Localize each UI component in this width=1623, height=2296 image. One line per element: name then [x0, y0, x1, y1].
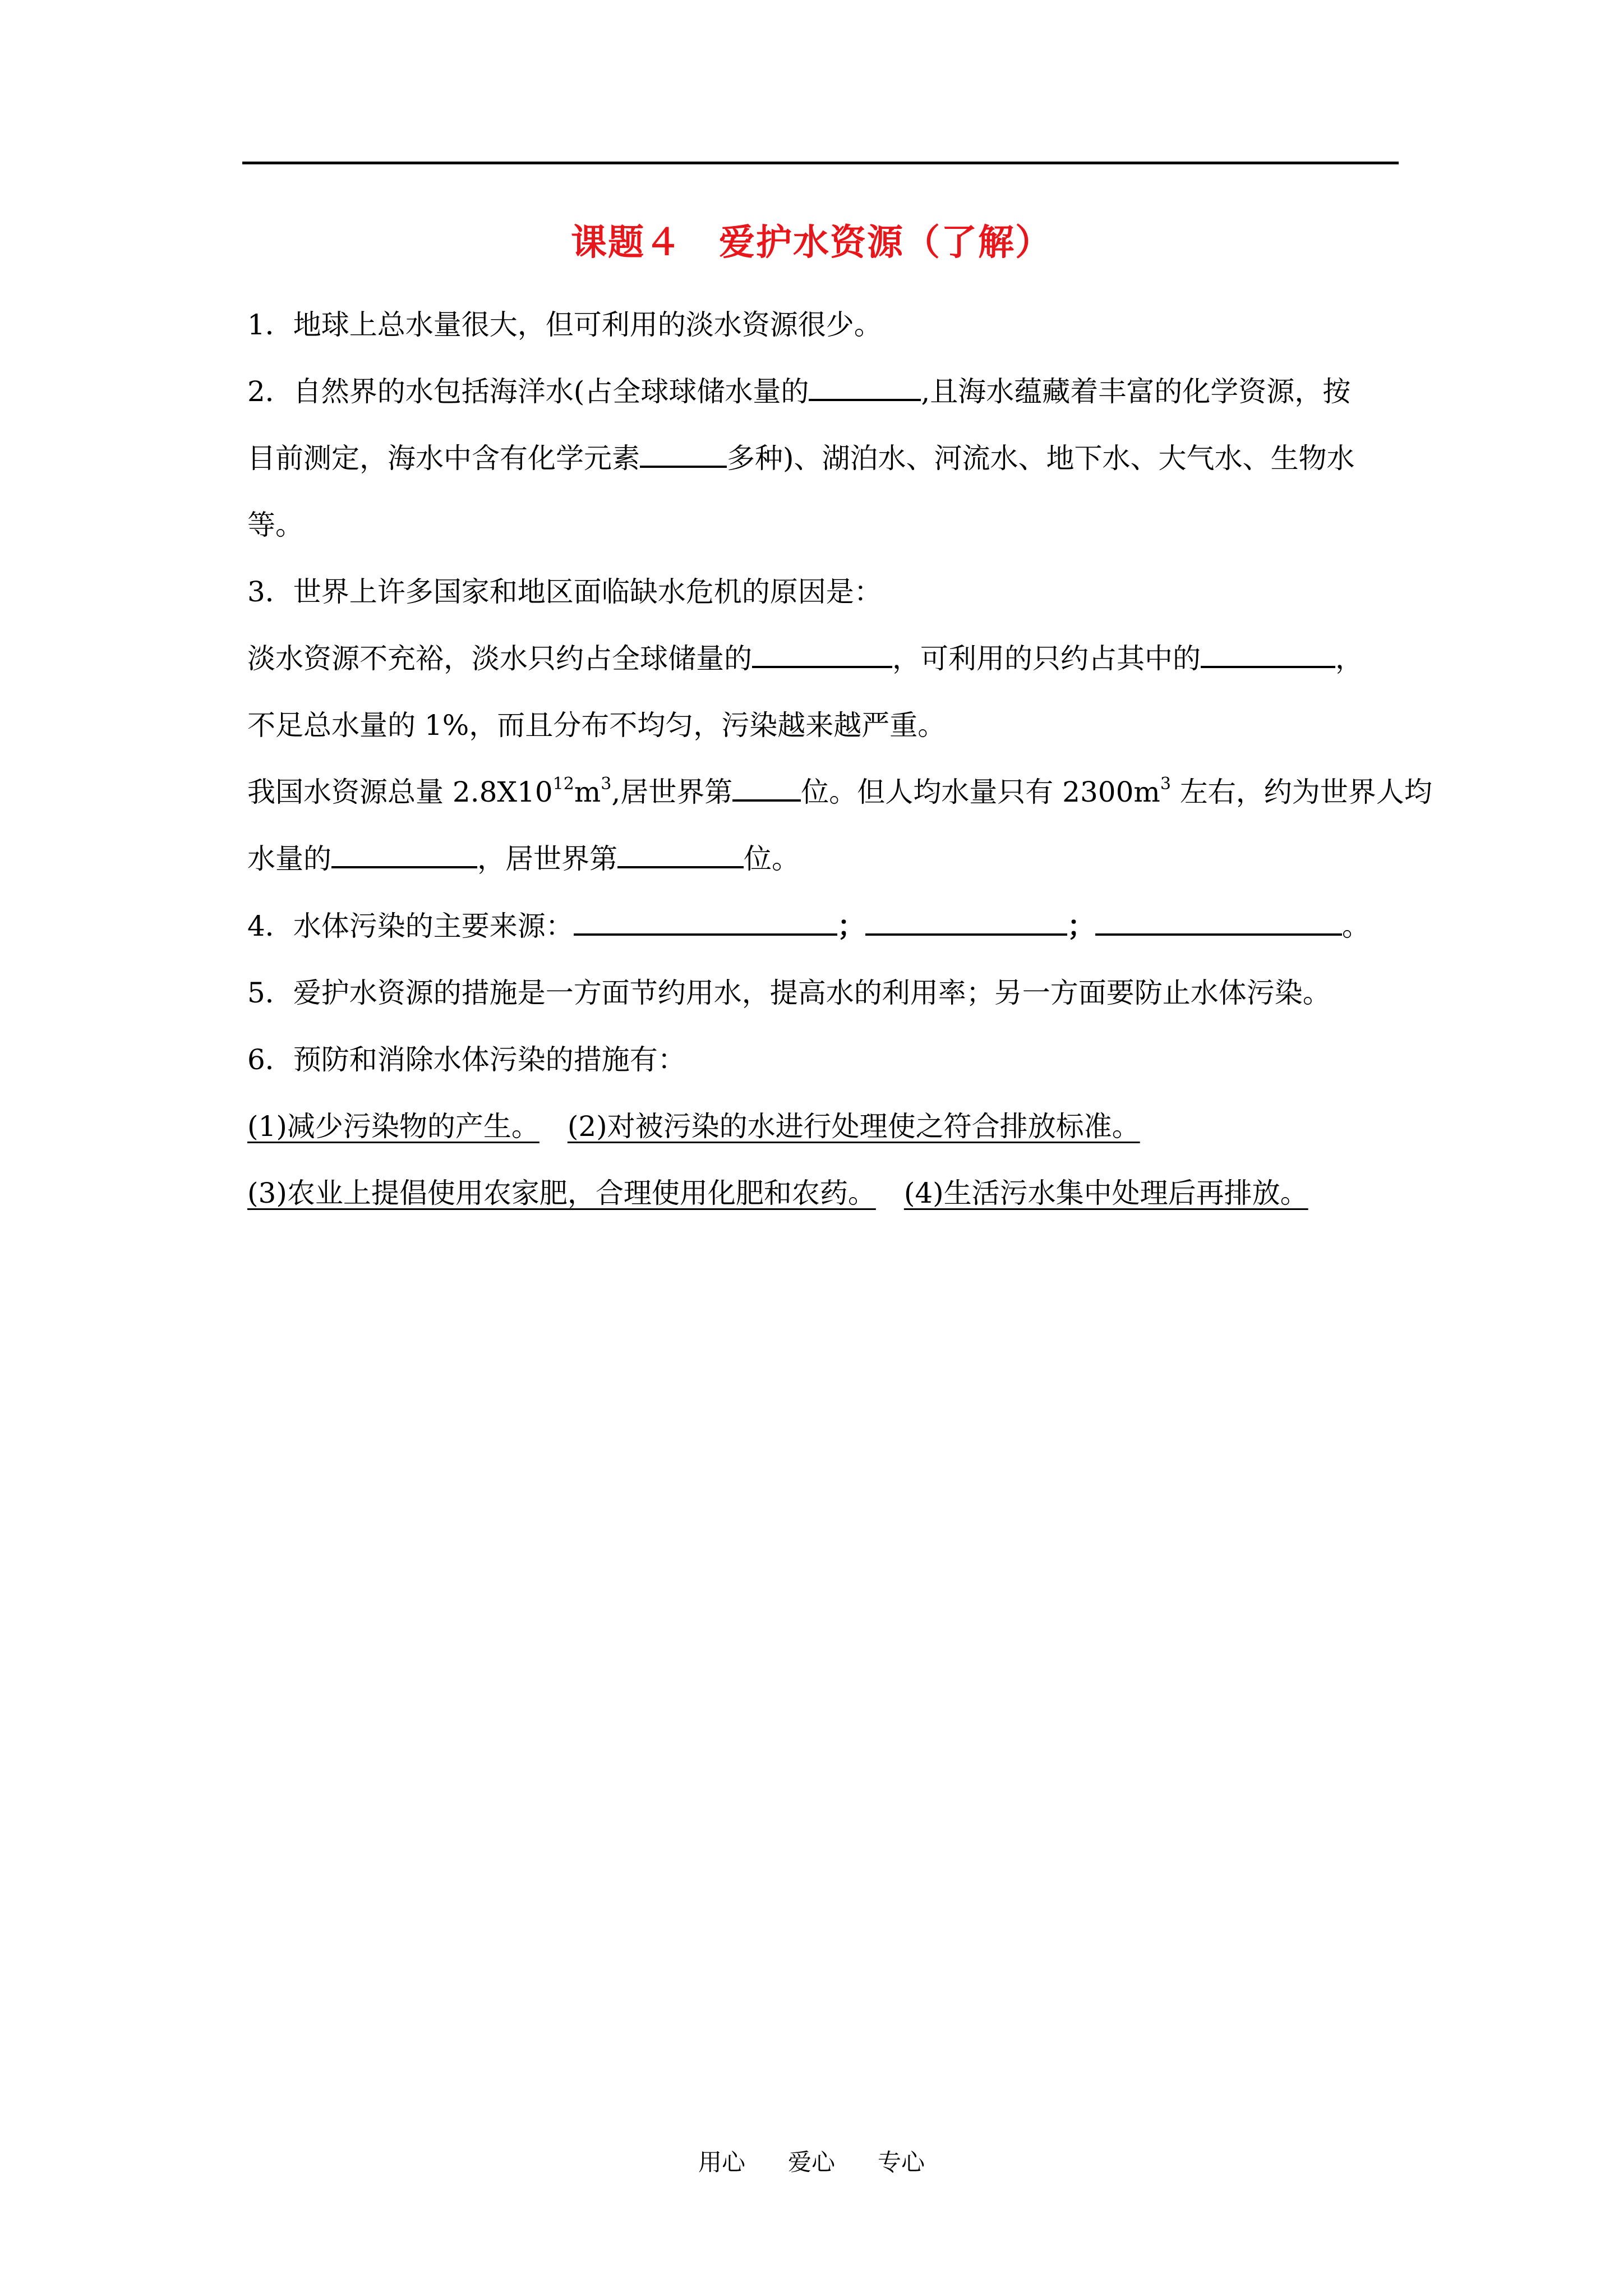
measure-2: (2)对被污染的水进行处理使之符合排放标准。	[567, 1110, 1140, 1143]
item-5: 5．爱护水资源的措施是一方面节约用水，提高水的利用率；另一方面要防止水体污染。	[247, 977, 1331, 1009]
blank-per-capita-ratio[interactable]	[331, 840, 477, 868]
blank-element-count[interactable]	[640, 440, 727, 468]
footer-word-2: 爱心	[787, 2148, 835, 2176]
item-2-line-1: 2．自然界的水包括海洋水(占全球球储水量的 ,且海水蕴藏着丰富的化学资源，按	[247, 358, 1397, 425]
item-2-line-3: 等。	[247, 509, 303, 541]
blank-world-rank-total[interactable]	[732, 774, 801, 802]
item-3-line-2: 不足总水量的 1%，而且分布不均匀，污染越来越严重。	[247, 709, 946, 742]
blank-fresh-water-ratio[interactable]	[752, 640, 892, 668]
measure-1: (1)减少污染物的产生。	[247, 1110, 540, 1143]
item-3: 3．世界上许多国家和地区面临缺水危机的原因是：	[247, 576, 882, 608]
item-3-line-1: 淡水资源不充裕，淡水只约占全球储量的 ，可利用的只约占其中的 ，	[247, 625, 1397, 692]
item-1: 1．地球上总水量很大，但可利用的淡水资源很少。	[247, 309, 882, 341]
blank-source-1[interactable]	[574, 908, 837, 936]
blank-source-2[interactable]	[865, 908, 1067, 936]
footer-word-1: 用心	[698, 2148, 745, 2176]
blank-ocean-ratio[interactable]	[809, 373, 921, 401]
item-3-line-3: 我国水资源总量 $2.8X10^{12}m^3$,居世界第 位。但人均水量只有 $2300m^3$ 左右，约为世界人均	[247, 774, 1432, 808]
blank-source-3[interactable]	[1095, 908, 1342, 936]
measures-line-2	[247, 1160, 1397, 1227]
page-footer	[0, 2146, 1623, 2179]
header-rule	[242, 162, 1399, 164]
blank-usable-ratio[interactable]	[1201, 640, 1335, 668]
measure-3: (3)农业上提倡使用农家肥，合理使用化肥和农药。	[247, 1177, 876, 1209]
page-title: 课题４ 爱护水资源（了解）	[571, 222, 1052, 264]
item-4: 4．水体污染的主要来源： ； ； 。	[247, 892, 1397, 960]
item-2-line-2: 目前测定，海水中含有化学元素 多种)、湖泊水、河流水、地下水、大气水、生物水	[247, 425, 1397, 492]
footer-word-3: 专心	[878, 2148, 925, 2176]
item-6: 6．预防和消除水体污染的措施有：	[247, 1043, 686, 1076]
blank-world-rank-per-capita[interactable]	[617, 840, 744, 868]
item-3-line-4: 水量的 ，居世界第 位。	[247, 826, 1397, 892]
measures-line-1	[247, 1093, 1397, 1160]
document-body	[247, 292, 1432, 1227]
measure-4: (4)生活污水集中处理后再排放。	[903, 1177, 1308, 1209]
